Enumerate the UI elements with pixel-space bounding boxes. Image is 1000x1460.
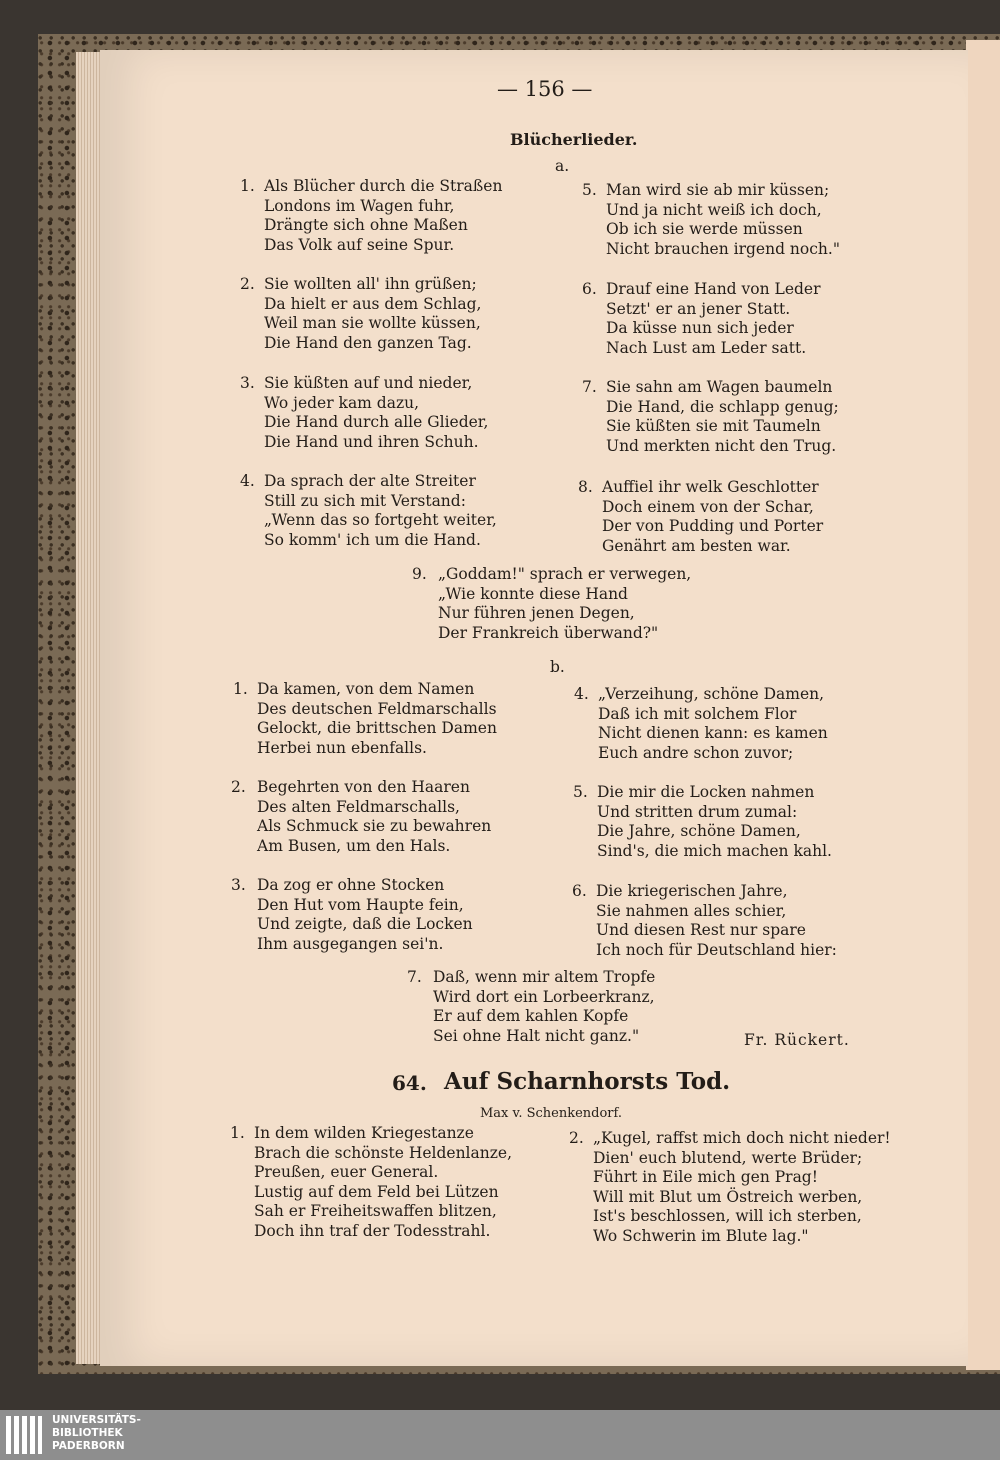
- stanza-number: 6.: [572, 882, 587, 900]
- verse-line: Die Hand und ihren Schuh.: [264, 432, 479, 451]
- verse-line: Daß ich mit solchem Flor: [598, 704, 797, 723]
- verse-line: Doch ihn traf der Todesstrahl.: [254, 1221, 491, 1240]
- verse-line: Man wird sie ab mir küssen;: [606, 181, 830, 199]
- verse-line: Herbei nun ebenfalls.: [257, 738, 427, 757]
- library-name-line: BIBLIOTHEK: [52, 1427, 123, 1439]
- verse-line: Des alten Feldmarschalls,: [257, 797, 460, 816]
- verse-line: Nicht dienen kann: es kamen: [598, 724, 828, 743]
- verse-line: Lustig auf dem Feld bei Lützen: [254, 1182, 499, 1201]
- verse-line: „Kugel, raffst mich doch nicht nieder!: [593, 1129, 891, 1147]
- stanza-number: 5.: [582, 181, 597, 199]
- verse-line: Ist's beschlossen, will ich sterben,: [593, 1207, 862, 1226]
- verse-line: Ich noch für Deutschland hier:: [596, 940, 837, 959]
- verse-line: Als Schmuck sie zu bewahren: [257, 817, 492, 836]
- verse-line: Ob ich sie werde müssen: [606, 220, 803, 239]
- verse-line: Daß, wenn mir altem Tropfe: [433, 968, 656, 986]
- verse-line: Da sprach der alte Streiter: [264, 472, 476, 490]
- stanza-number: 5.: [573, 783, 588, 801]
- verse-line: Er auf dem kahlen Kopfe: [433, 1007, 629, 1026]
- verse-line: Wo Schwerin im Blute lag.": [593, 1226, 809, 1245]
- verse-line: Die Hand den ganzen Tag.: [264, 333, 472, 352]
- verse-line: Sie sahn am Wagen baumeln: [606, 378, 833, 396]
- stanza-number: 4.: [574, 685, 589, 703]
- verse-line: Den Hut vom Haupte fein,: [257, 895, 464, 914]
- verse-line: Nicht brauchen irgend noch.": [606, 239, 840, 258]
- verse-line: Begehrten von den Haaren: [257, 778, 470, 796]
- verse-line: Ihm ausgegangen sei'n.: [257, 934, 444, 953]
- verse-line: Und diesen Rest nur spare: [596, 921, 806, 940]
- verse-line: Doch einem von der Schar,: [602, 497, 814, 516]
- stanza-number: 1.: [230, 1124, 245, 1142]
- stanza-number: 7.: [582, 378, 597, 396]
- verse-line: Drauf eine Hand von Leder: [606, 280, 821, 298]
- part-a-label: a.: [555, 157, 570, 175]
- verse-line: So komm' ich um die Hand.: [264, 530, 481, 549]
- verse-line: Sie küßten auf und nieder,: [264, 374, 473, 392]
- verse-line: Am Busen, um den Hals.: [257, 836, 451, 855]
- verse-line: Und ja nicht weiß ich doch,: [606, 200, 822, 219]
- verse-line: Der Frankreich überwand?": [438, 623, 659, 642]
- verse-line: Sie wollten all' ihn grüßen;: [264, 275, 477, 293]
- stanza-number: 3.: [231, 876, 246, 894]
- verse-line: Die Hand, die schlapp genug;: [606, 397, 839, 416]
- verse-line: Dien' euch blutend, werte Brüder;: [593, 1148, 863, 1167]
- verse-line: „Wie konnte diese Hand: [438, 584, 628, 603]
- verse-line: Londons im Wagen fuhr,: [264, 196, 455, 215]
- verse-line: Da hielt er aus dem Schlag,: [264, 294, 482, 313]
- library-logo-icon: [6, 1416, 46, 1454]
- stanza-number: 2.: [240, 275, 255, 293]
- verse-line: Da kamen, von dem Namen: [257, 680, 475, 698]
- verse-line: Der von Pudding und Porter: [602, 517, 824, 536]
- section-title: Auf Scharnhorsts Tod.: [444, 1068, 731, 1095]
- stanza-number: 2.: [231, 778, 246, 796]
- verse-line: Weil man sie wollte küssen,: [264, 314, 481, 333]
- facing-page-edge: [966, 40, 1000, 1370]
- stanza-number: 1.: [240, 177, 255, 195]
- stanza-number: 1.: [233, 680, 248, 698]
- verse-line: Drängte sich ohne Maßen: [264, 216, 468, 235]
- verse-line: Als Blücher durch die Straßen: [264, 177, 503, 195]
- author-rueckert: Fr. Rückert.: [744, 1031, 850, 1049]
- verse-line: Führt in Eile mich gen Prag!: [593, 1168, 818, 1187]
- verse-line: „Goddam!" sprach er verwegen,: [438, 565, 692, 583]
- verse-line: Still zu sich mit Verstand:: [264, 491, 466, 510]
- verse-line: Preußen, euer General.: [254, 1163, 439, 1182]
- verse-line: Sie nahmen alles schier,: [596, 901, 787, 920]
- stanza-number: 8.: [578, 478, 593, 496]
- verse-line: Die Jahre, schöne Damen,: [597, 822, 801, 841]
- library-name: [52, 1414, 141, 1453]
- library-name-line: UNIVERSITÄTS-: [52, 1414, 141, 1426]
- verse-line: Die mir die Locken nahmen: [597, 783, 815, 801]
- stanza-number: 7.: [407, 968, 422, 986]
- verse-line: Euch andre schon zuvor;: [598, 743, 794, 762]
- stanza-number: 9.: [412, 565, 427, 583]
- library-name-line: PADERBORN: [52, 1440, 125, 1452]
- verse-line: Und merkten nicht den Trug.: [606, 436, 837, 455]
- stanza-number: 2.: [569, 1129, 584, 1147]
- verse-line: Das Volk auf seine Spur.: [264, 235, 455, 254]
- verse-line: Wird dort ein Lorbeerkranz,: [433, 987, 655, 1006]
- verse-line: In dem wilden Kriegestanze: [254, 1124, 474, 1142]
- verse-line: Sei ohne Halt nicht ganz.": [433, 1026, 640, 1045]
- verse-line: Brach die schönste Heldenlanze,: [254, 1143, 512, 1162]
- verse-line: Will mit Blut um Östreich werben,: [593, 1187, 863, 1206]
- stanza-number: 4.: [240, 472, 255, 490]
- verse-line: Da küsse nun sich jeder: [606, 319, 794, 338]
- verse-line: Und stritten drum zumal:: [597, 802, 798, 821]
- section-number: 64.: [392, 1071, 427, 1095]
- verse-line: Setzt' er an jener Statt.: [606, 299, 791, 318]
- verse-line: „Wenn das so fortgeht weiter,: [264, 511, 497, 530]
- section-author: Max v. Schenkendorf.: [480, 1106, 623, 1121]
- stanza-number: 3.: [240, 374, 255, 392]
- part-b-label: b.: [550, 658, 565, 676]
- verse-line: Die Hand durch alle Glieder,: [264, 413, 489, 432]
- verse-line: Da zog er ohne Stocken: [257, 876, 445, 894]
- verse-line: Sie küßten sie mit Taumeln: [606, 417, 821, 436]
- verse-line: Auffiel ihr welk Geschlotter: [602, 478, 819, 496]
- stanza-number: 6.: [582, 280, 597, 298]
- verse-line: Des deutschen Feldmarschalls: [257, 699, 497, 718]
- verse-line: Wo jeder kam dazu,: [264, 393, 420, 412]
- verse-line: Und zeigte, daß die Locken: [257, 915, 473, 934]
- verse-line: Sind's, die mich machen kahl.: [597, 841, 832, 860]
- page-title: Blücherlieder.: [510, 130, 638, 149]
- verse-line: Gelockt, die brittschen Damen: [257, 719, 497, 738]
- verse-line: Nach Lust am Leder satt.: [606, 338, 807, 357]
- page-number: — 156 —: [497, 77, 593, 101]
- verse-line: Die kriegerischen Jahre,: [596, 882, 788, 900]
- library-footer: [0, 1410, 1000, 1460]
- verse-line: Nur führen jenen Degen,: [438, 604, 635, 623]
- verse-line: Genährt am besten war.: [602, 536, 791, 555]
- verse-line: „Verzeihung, schöne Damen,: [598, 685, 825, 703]
- verse-line: Sah er Freiheitswaffen blitzen,: [254, 1202, 497, 1221]
